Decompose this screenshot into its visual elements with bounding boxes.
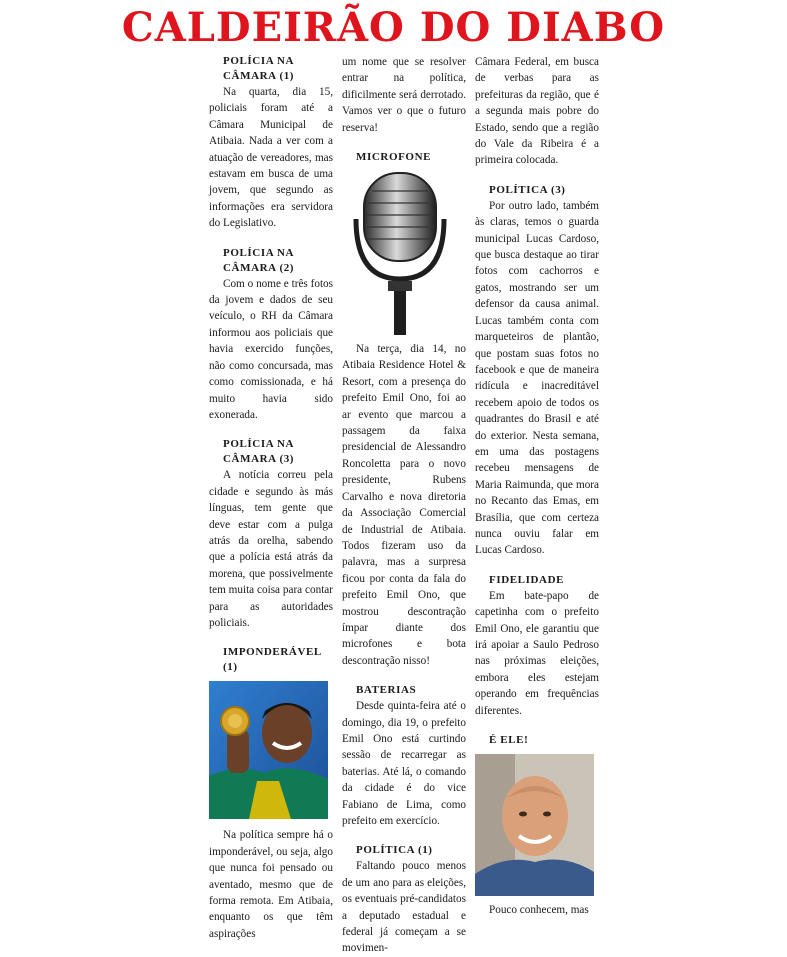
- section-body: Na terça, dia 14, no Atibaia Residence Hotel & Resort, com a presença do prefeito Emil Ono, foi ao ar evento que marcou a passagem da faixa presidencial de Alessandro Roncoletta para o novo presidente, Rubens Carvalho e nova diretoria da Associação Comercial de Industrial de Atibaia. Todos fizeram uso da palavra, mas a surpresa ficou por conta da fala do prefeito Emil Ono, que mostrou descontração ímpar diante dos microfones e bota descontração nisso!: [342, 343, 466, 667]
- section-body: Desde quinta-feira até o domingo, dia 19, o prefeito Emil Ono está curtindo sessão de recarregar as baterias. Até lá, o comando da cidade é do vice Fabiano de Lima, como prefeito em exercício.: [342, 700, 466, 827]
- masthead-title: CALDEIRÃO DO DIABO: [121, 4, 666, 51]
- section-heading: POLÍTICA (3): [489, 183, 566, 196]
- microphone-image: [342, 169, 466, 337]
- section-body: Com o nome e três fotos da jovem e dados de seu veículo, o RH da Câmara informou aos policiais que havia exercido funções, não como concursada, mas como comissionada, e há muito havia sido exonerada.: [209, 277, 333, 421]
- section-heading: FIDELIDADE: [489, 573, 565, 586]
- continued-text: Câmara Federal, em busca de verbas para as prefeituras da região, que é a segunda mais pobre do Estado, sendo que a região do Vale da Ribeira é a primeira colocada.: [475, 56, 599, 167]
- section-heading: IMPONDERÁVEL (1): [223, 646, 322, 674]
- section-body: Pouco conhecem, mas: [489, 904, 589, 917]
- section-heading: POLÍCIA NA CÂMARA (3): [223, 438, 295, 466]
- portrait-photo: [475, 754, 594, 896]
- section-heading: POLÍCIA NA CÂMARA (2): [223, 246, 295, 274]
- section-heading: BATERIAS: [356, 684, 417, 697]
- section-body: Em bate-papo de capetinha com o prefeito Emil Ono, ele garantiu que irá apoiar a Saulo Pedroso nas próximas eleições, embora eles estejam operando em frequências diferentes.: [475, 589, 599, 717]
- section-heading: POLÍTICA (1): [356, 844, 433, 857]
- column-2: [342, 54, 466, 957]
- athlete-photo: [209, 681, 328, 819]
- section-body: A notícia correu pela cidade e segundo às más línguas, tem gente que deve estar com a pulga atrás da orelha, sabendo que a polícia está atrás da morena, que possivelmente tem muita coisa para contar para as autoridades policiais.: [209, 469, 333, 629]
- continued-text: um nome que se resolver entrar na política, dificilmente será derrotado. Vamos ver o que o futuro reserva!: [342, 56, 466, 134]
- section-body: Na quarta, dia 15, policiais foram até a Câmara Municipal de Atibaia. Nada a ver com a atuação de vereadores, mas estavam em busca de uma jovem, que segundo as informações era servidora do Legislativo.: [209, 86, 333, 230]
- column-3: [475, 54, 599, 918]
- section-body: Por outro lado, também às claras, temos o guarda municipal Lucas Cardoso, que busca destaque ao tirar fotos com cachorros e gatos, mostrando ser um defensor da causa animal. Lucas também conta com marqueteiros de plantão, que postam suas fotos no facebook e que de maneira ridícula e inacreditável recebem apoio de todos os quadrantes do Brasil e até do exterior. Nesta semana, em uma das postagens recebeu mensagens de Maria Raimunda, que mora no Recanto das Emas, em Brasília, que com certeza nunca ouviu falar em Lucas Cardoso.: [475, 199, 599, 557]
- section-body: Faltando pouco menos de um ano para as eleições, os eventuais pré-candidatos a deputado estadual e federal já começam a se movimen-: [342, 860, 466, 955]
- column-1: [209, 54, 333, 942]
- section-heading: É ELE!: [489, 734, 529, 747]
- section-heading: POLÍCIA NA CÂMARA (1): [223, 55, 295, 82]
- section-heading: MICROFONE: [356, 151, 432, 164]
- section-body: Na política sempre há o imponderável, ou seja, algo que nunca foi pensado ou aventado, mesmo que de forma remota. Em Atibaia, enquanto os que têm aspirações: [209, 829, 333, 940]
